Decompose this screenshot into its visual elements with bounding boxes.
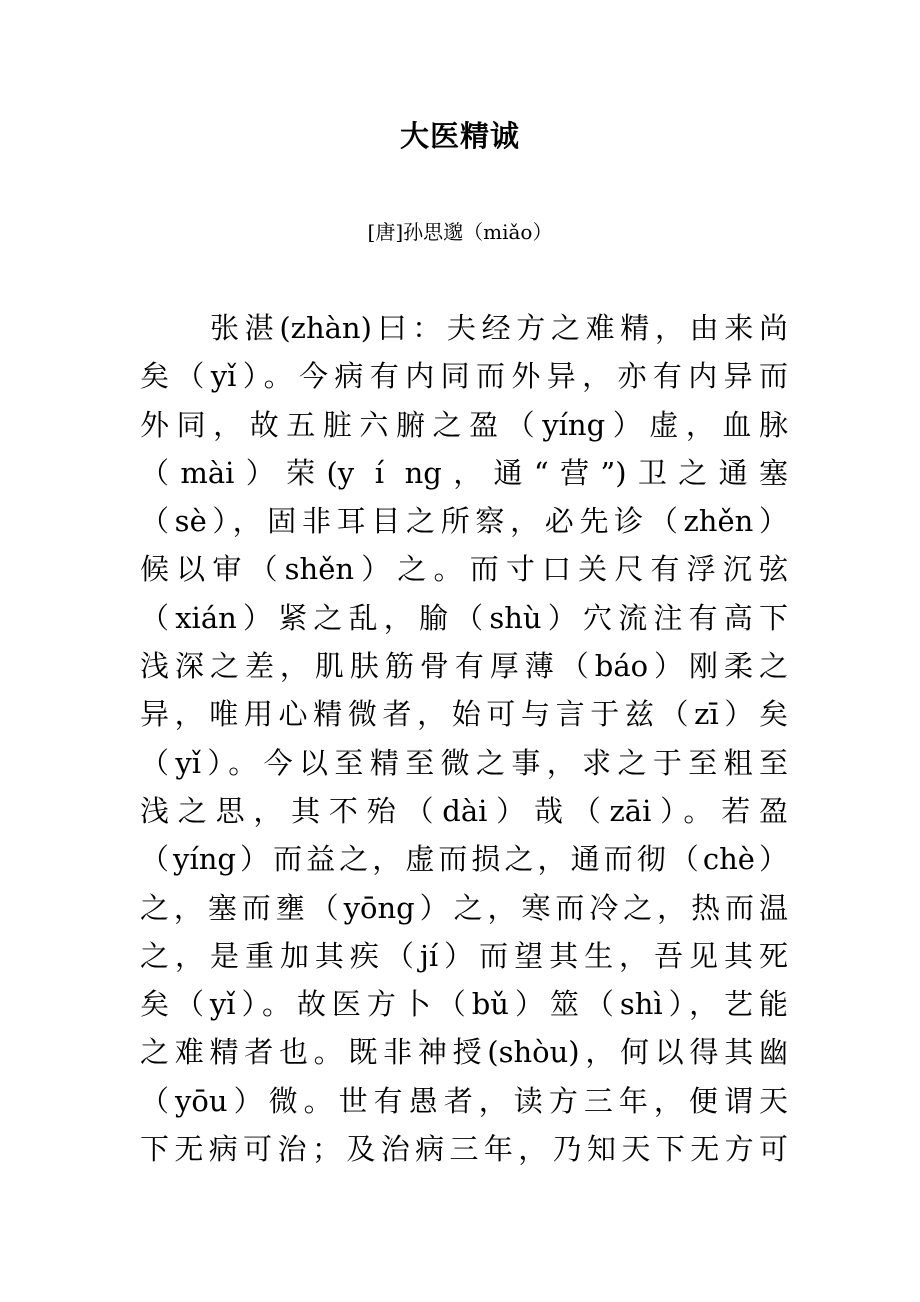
author-byline: [唐]孙思邈（miǎo） xyxy=(367,220,553,244)
text-line: 之，是重加其疾（jí）而望其生，吾见其死 xyxy=(140,938,788,973)
text-line: 候以审（shěn）之。而寸口关尺有浮沉弦 xyxy=(140,552,788,587)
text-line: 之，塞而壅（yōng）之，寒而冷之，热而温 xyxy=(140,890,788,925)
text-line: 浅之思，其不殆（dài）哉（zāi）。若盈 xyxy=(140,793,788,828)
text-line: （yǐ）。今以至精至微之事，求之于至粗至 xyxy=(140,745,788,780)
text-line: 异，唯用心精微者，始可与言于兹（zī）矣 xyxy=(140,697,788,732)
text-line: （sè），固非耳目之所察，必先诊（zhěn） xyxy=(140,504,788,539)
text-line: （mài）荣(y í ng，通“营”)卫之通塞 xyxy=(140,455,788,490)
text-line: 浅深之差，肌肤筋骨有厚薄（báo）刚柔之 xyxy=(140,649,788,684)
text-line: 外同，故五脏六腑之盈（yíng）虚，血脉 xyxy=(140,407,788,442)
text-line: 下无病可治；及治病三年，乃知天下无方可 xyxy=(140,1132,788,1167)
text-line: 之难精者也。既非神授(shòu)，何以得其幽 xyxy=(140,1035,788,1070)
body-paragraph xyxy=(140,304,788,1173)
text-line: 矣（yǐ）。故医方卜（bǔ）筮（shì），艺能 xyxy=(140,987,788,1022)
document-title: 大医精诚 xyxy=(399,119,520,153)
text-line: 张湛(zhàn)曰：夫经方之难精，由来尚 xyxy=(210,311,788,345)
text-line: （yōu）微。世有愚者，读方三年，便谓天 xyxy=(140,1083,788,1118)
text-line: （yíng）而益之，虚而损之，通而彻（chè） xyxy=(140,842,788,877)
text-line: 矣（yǐ）。今病有内同而外异，亦有内异而 xyxy=(140,359,788,394)
text-line: （xián）紧之乱，腧（shù）穴流注有高下 xyxy=(140,600,788,635)
